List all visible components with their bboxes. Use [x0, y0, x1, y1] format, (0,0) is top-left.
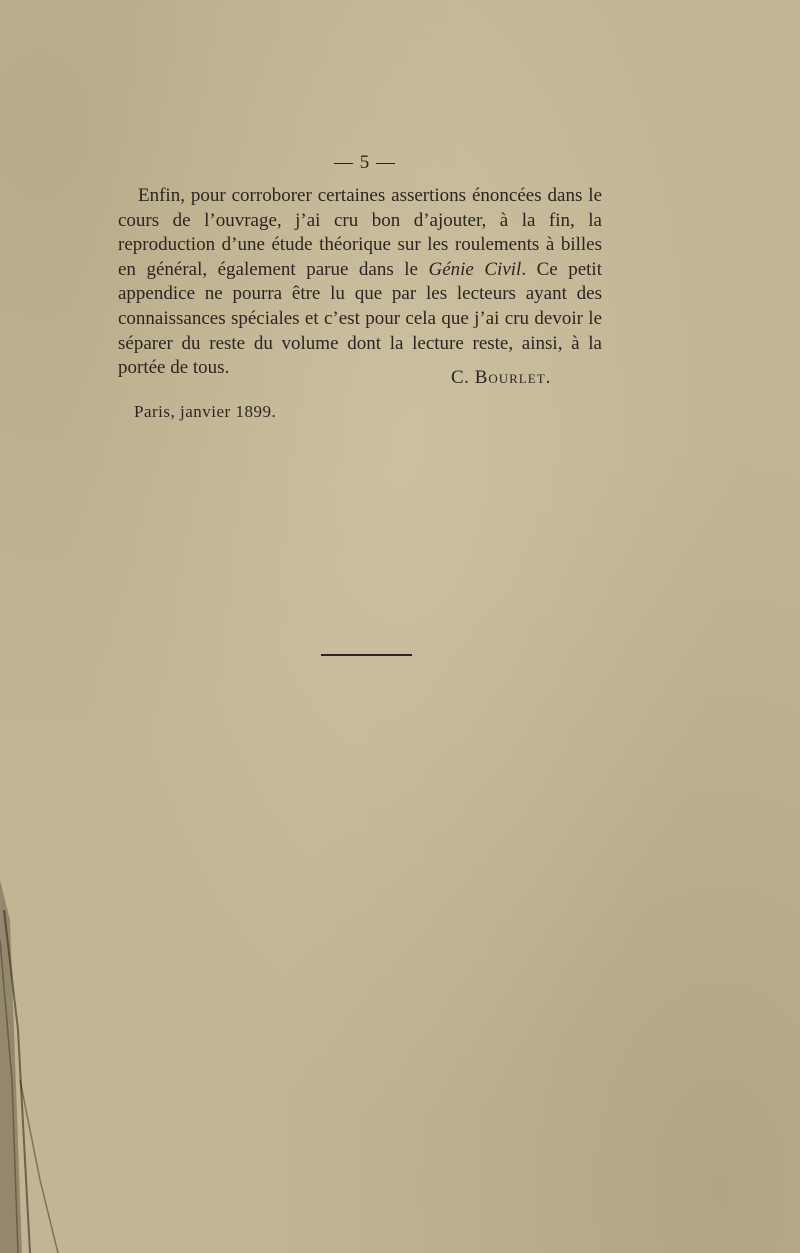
- signature-initial: C.: [451, 367, 475, 388]
- author-signature: [451, 367, 551, 389]
- signature-surname: Bourlet: [474, 367, 546, 388]
- page-number: — 5 —: [334, 152, 396, 173]
- paragraph-text-after-title: . Ce petit appendice ne pourra être lu que par les lecteurs ayant des connaissances spéciales et c’est pour cela que j’ai cru devoir le séparer du reste du volume dont la lecture reste, ainsi, à la portée de tous.: [118, 258, 602, 379]
- dateline: Paris, janvier 1899.: [134, 402, 277, 421]
- signature-period: .: [545, 367, 551, 388]
- body-paragraph: [118, 184, 602, 381]
- paragraph-text-before-title: Enfin, pour corroborer certaines assertions énoncées dans le cours de l’ouvrage, j’ai cru bon d’ajouter, à la fin, la reproduction d’une étude théorique sur les roulements à billes en général, également parue dans le: [118, 185, 602, 280]
- page-crease-shadow: [0, 880, 70, 1253]
- journal-title: Génie Civil: [428, 258, 522, 280]
- section-end-rule: [321, 654, 412, 656]
